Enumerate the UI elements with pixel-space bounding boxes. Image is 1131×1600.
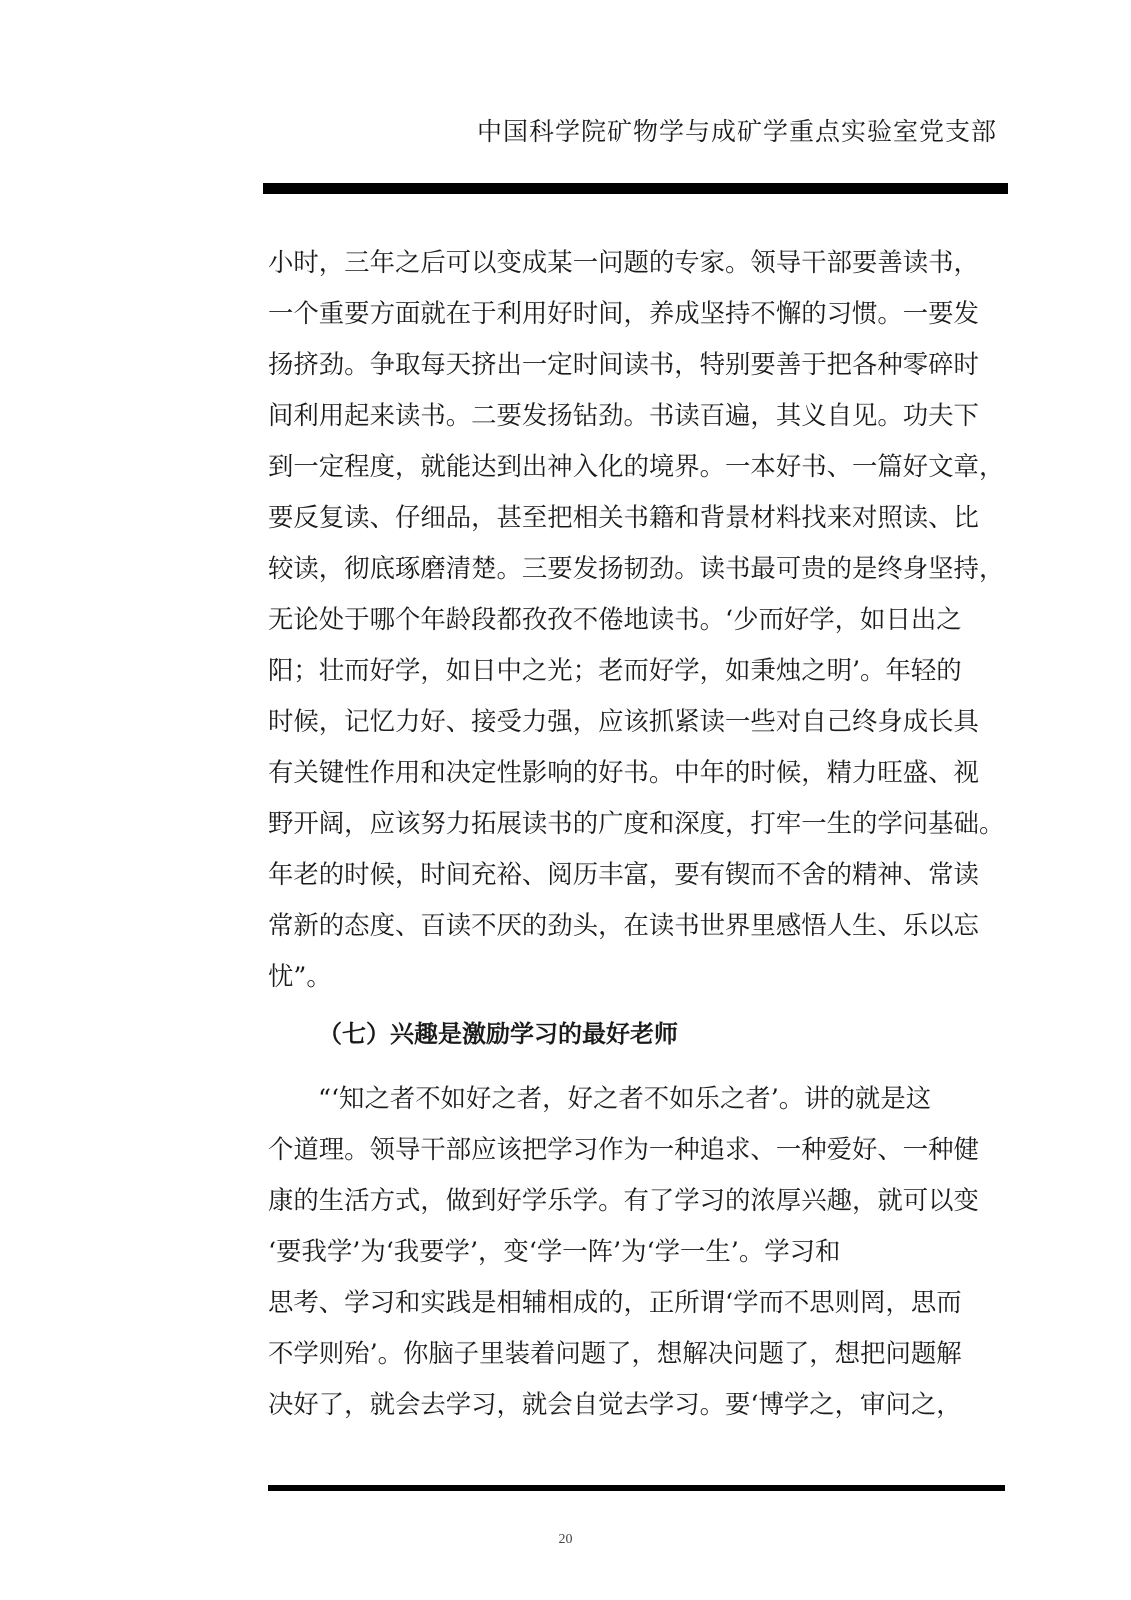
- section-heading: （七）兴趣是激励学习的最好老师: [318, 1020, 678, 1048]
- text-line: 无论处于哪个年龄段都孜孜不倦地读书。‘少而好学，如日出之: [268, 604, 962, 634]
- text-line: 到一定程度，就能达到出神入化的境界。一本好书、一篇好文章，: [268, 451, 1005, 481]
- text-line: 扬挤劲。争取每天挤出一定时间读书，特别要善于把各种零碎时: [268, 349, 979, 379]
- text-line: 忧”。: [268, 961, 332, 991]
- text-line: ‘要我学’为‘我要学’，变‘学一阵’为‘学一生’。学习和: [268, 1236, 841, 1266]
- text-line: 决好了，就会去学习，就会自觉去学习。要‘博学之，审问之，: [268, 1389, 962, 1419]
- text-line: 一个重要方面就在于利用好时间，养成坚持不懈的习惯。一要发: [268, 298, 979, 328]
- text-line: “‘知之者不如好之者，好之者不如乐之者’。讲的就是这: [318, 1083, 932, 1113]
- page-number: 20: [558, 1532, 573, 1547]
- text-line: 不学则殆’。你脑子里装着问题了，想解决问题了，想把问题解: [268, 1338, 962, 1368]
- footer-rule: [268, 1485, 1005, 1491]
- text-line: 康的生活方式，做到好学乐学。有了学习的浓厚兴趣，就可以变: [268, 1185, 979, 1215]
- text-line: 常新的态度、百读不厌的劲头，在读书世界里感悟人生、乐以忘: [268, 910, 979, 940]
- text-line: 个道理。领导干部应该把学习作为一种追求、一种爱好、一种健: [268, 1134, 979, 1164]
- header-title: 中国科学院矿物学与成矿学重点实验室党支部: [476, 117, 997, 146]
- text-line: 有关键性作用和决定性影响的好书。中年的时候，精力旺盛、视: [268, 757, 979, 787]
- text-line: 阳；壮而好学，如日中之光；老而好学，如秉烛之明’。年轻的: [268, 655, 962, 685]
- text-line: 年老的时候，时间充裕、阅历丰富，要有锲而不舍的精神、常读: [268, 859, 979, 889]
- text-line: 思考、学习和实践是相辅相成的，正所谓‘学而不思则罔，思而: [268, 1287, 962, 1317]
- text-line: 要反复读、仔细品，甚至把相关书籍和背景材料找来对照读、比: [268, 502, 979, 532]
- text-line: 时候，记忆力好、接受力强，应该抓紧读一些对自己终身成长具: [268, 706, 979, 736]
- text-line: 小时，三年之后可以变成某一问题的专家。领导干部要善读书，: [268, 247, 979, 277]
- text-line: 间利用起来读书。二要发扬钻劲。书读百遍，其义自见。功夫下: [268, 400, 979, 430]
- text-line: 较读，彻底琢磨清楚。三要发扬韧劲。读书最可贵的是终身坚持，: [268, 553, 1005, 583]
- text-line: 野开阔，应该努力拓展读书的广度和深度，打牢一生的学问基础。: [268, 808, 1005, 838]
